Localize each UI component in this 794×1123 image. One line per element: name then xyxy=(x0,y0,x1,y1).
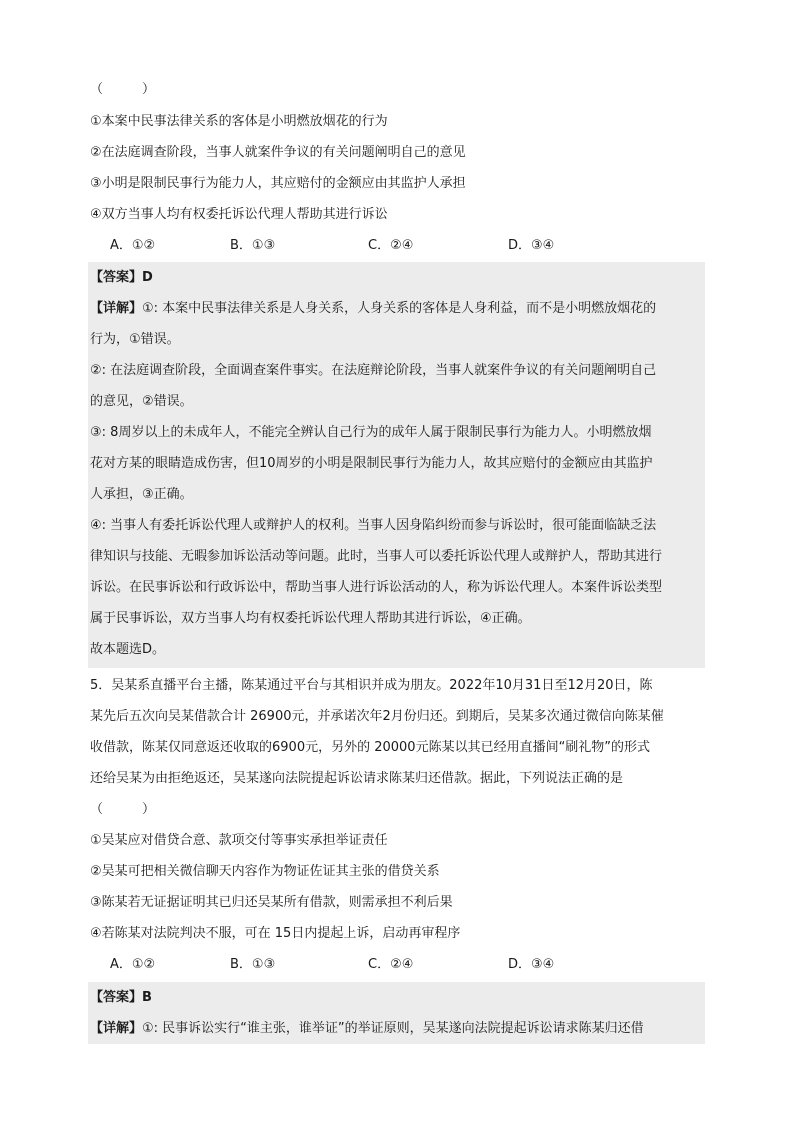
q4-answer-parentheses: （ ） xyxy=(90,82,156,97)
q5-statement-1: ①吴某应对借贷合意、款项交付等事实承担举证责任 xyxy=(90,833,388,848)
q4-detail-line-6: 花对方某的眼睛造成伤害，但10周岁的小明是限制民事行为能力人，故其应赔付的金额应由其监护 xyxy=(90,456,653,471)
q4-detail-line-11: 属于民事诉讼，双方当事人均有权委托诉讼代理人帮助其进行诉讼，④正确。 xyxy=(90,611,531,626)
q5-stem-line-4: 还给吴某为由拒绝返还，吴某遂向法院提起诉讼请求陈某归还借款。据此，下列说法正确的是 xyxy=(90,771,624,786)
q5-statement-2: ②吴某可把相关微信聊天内容作为物证佐证其主张的借贷关系 xyxy=(90,864,440,879)
answer-value: B xyxy=(142,990,152,1005)
detail-label: 【详解】 xyxy=(90,301,143,316)
q5-option-a: A．①② xyxy=(110,957,156,972)
q5-detail-line-1 xyxy=(90,1019,704,1039)
answer-label: 【答案】 xyxy=(90,990,143,1005)
q4-statement-3: ③小明是限制民事行为能力人，其应赔付的金额应由其监护人承担 xyxy=(90,176,466,191)
detail-label: 【详解】 xyxy=(90,1021,143,1036)
q4-statement-1: ①本案中民事法律关系的客体是小明燃放烟花的行为 xyxy=(90,114,388,129)
detail-text: ①: 本案中民事法律关系是人身关系，人身关系的客体是人身利益，而不是小明燃放烟花的 xyxy=(142,301,657,316)
q4-statement-4: ④双方当事人均有权委托诉讼代理人帮助其进行诉讼 xyxy=(90,207,388,222)
q4-detail-line-4: 的意见，②错误。 xyxy=(90,394,193,409)
q4-detail-line-1 xyxy=(90,299,704,319)
q4-statement-2: ②在法庭调查阶段，当事人就案件争议的有关问题阐明自己的意见 xyxy=(90,145,466,160)
q4-detail-line-9: 律知识与技能、无暇参加诉讼活动等问题。此时，当事人可以委托诉讼代理人或辩护人，帮助其进行 xyxy=(90,549,663,564)
q5-answer xyxy=(90,988,704,1008)
q4-option-b: B．①③ xyxy=(230,238,276,253)
q4-conclusion: 故本题选D。 xyxy=(90,642,166,657)
q5-stem-line-1: 5．吴某系直播平台主播，陈某通过平台与其相识并成为朋友。2022年10月31日至12月20日，陈 xyxy=(90,678,653,693)
q4-detail-line-7: 人承担，③正确。 xyxy=(90,487,193,502)
answer-label: 【答案】 xyxy=(90,270,143,285)
q5-stem-line-2: 某先后五次向吴某借款合计 26900元，并承诺次年2月份归还。到期后，吴某多次通过微信向陈某催 xyxy=(90,709,664,724)
q4-detail-line-3: ②: 在法庭调查阶段，全面调查案件事实。在法庭辩论阶段，当事人就案件争议的有关问题阐明自己 xyxy=(90,363,657,378)
q5-stem-line-3: 收借款，陈某仅同意返还收取的6900元，另外的 20000元陈某以其已经用直播间“刷礼物”的形式 xyxy=(90,740,651,755)
q5-option-c: C．②④ xyxy=(368,957,414,972)
answer-value: D xyxy=(142,270,153,285)
q4-detail-line-2: 行为，①错误。 xyxy=(90,332,180,347)
q4-detail-line-5: ③: 8周岁以上的未成年人，不能完全辨认自己行为的成年人属于限制民事行为能力人。小明燃放烟 xyxy=(90,425,652,440)
q4-option-c: C．②④ xyxy=(368,238,414,253)
detail-text: ①: 民事诉讼实行“谁主张，谁举证”的举证原则，吴某遂向法院提起诉讼请求陈某归还借 xyxy=(142,1021,644,1036)
q5-statement-4: ④若陈某对法院判决不服，可在 15日内提起上诉，启动再审程序 xyxy=(90,926,461,941)
q4-detail-line-10: 诉讼。在民事诉讼和行政诉讼中，帮助当事人进行诉讼活动的人，称为诉讼代理人。本案件诉讼类型 xyxy=(90,580,663,595)
q4-option-d: D．③④ xyxy=(508,238,555,253)
q5-option-b: B．①③ xyxy=(230,957,276,972)
q4-detail-line-8: ④: 当事人有委托诉讼代理人或辩护人的权利。当事人因身陷纠纷而参与诉讼时，很可能面临缺乏法 xyxy=(90,518,657,533)
q5-answer-parentheses: （ ） xyxy=(90,802,156,817)
q5-option-d: D．③④ xyxy=(508,957,555,972)
q4-answer xyxy=(90,268,704,288)
q5-statement-3: ③陈某若无证据证明其已归还吴某所有借款，则需承担不利后果 xyxy=(90,895,453,910)
q4-option-a: A．①② xyxy=(110,238,156,253)
